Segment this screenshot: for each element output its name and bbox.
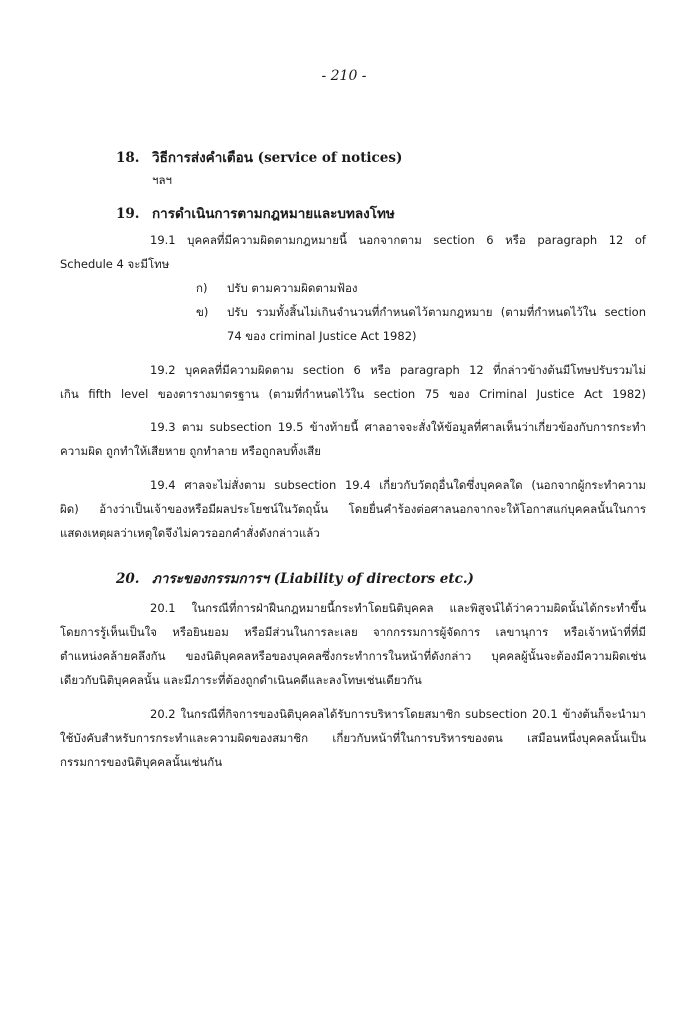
section-number: 20. <box>116 571 140 587</box>
text-line: 19.3 ตาม subsection 19.5 ข้างท้ายนี้ ศาลอาจจะสั่งให้ข้อมูลที่ศาลเห็นว่าเกี่ยวข้องกับการกระทำ <box>150 420 646 434</box>
text-line: 19.1 บุคคลที่มีความผิดตามกฎหมายนี้ นอกจากตาม section 6 หรือ paragraph 12 of <box>150 233 646 247</box>
text-line: 20.2 ในกรณีที่กิจการของนิติบุคคลได้รับการบริหารโดยสมาชิก subsection 20.1 ข้างต้นก็จะนำมา <box>150 707 646 721</box>
text-line: กรรมการของนิติบุคคลนั้นเช่นกัน <box>60 755 223 769</box>
text-line: ความผิด ถูกทำให้เสียหาย ถูกทำลาย หรือถูกลบทิ้งเสีย <box>60 444 322 458</box>
text-line: 19.2 บุคคลที่มีความผิดตาม section 6 หรือ paragraph 12 ที่กล่าวข้างต้นมีโทษปรับรวมไม่ <box>150 363 646 377</box>
list-item-text: 74 ของ criminal Justice Act 1982) <box>227 329 417 343</box>
text-line: แสดงเหตุผลว่าเหตุใดจึงไม่ควรออกคำสั่งดังกล่าวแล้ว <box>60 526 320 540</box>
text-line: 20.1 ในกรณีที่การฝ่าฝืนกฎหมายนี้กระทำโดยนิติบุคคล และพิสูจน์ได้ว่าความผิดนั้นได้กระทำขึ้น <box>150 601 646 615</box>
section-title: วิธีการส่งคำเตือน (service of notices) <box>152 150 403 166</box>
text-line: เดียวกับนิติบุคคลนั้น และมีภาระที่ต้องถูกดำเนินคดีและลงโทษเช่นเดียวกัน <box>60 673 422 687</box>
section-number: 18. <box>116 150 140 166</box>
section-18-body: ฯลฯ <box>152 173 172 187</box>
section-20-heading <box>116 567 474 589</box>
section-number: 19. <box>116 206 140 222</box>
section-19-heading <box>116 202 395 224</box>
section-18-heading <box>116 146 402 168</box>
text-line: Schedule 4 จะมีโทษ <box>60 257 170 271</box>
list-item-text: ปรับ รวมทั้งสิ้นไม่เกินจำนวนที่กำหนดไว้ตามกฎหมาย (ตามที่กำหนดไว้ใน section <box>227 305 646 319</box>
section-title: การดำเนินการตามกฎหมายและบทลงโทษ <box>152 206 395 222</box>
text-line: ตำแหน่งคล้ายคลึงกัน ของนิติบุคคลหรือของบุคคลซึ่งกระทำการในหน้าที่ดังกล่าว บุคคลผู้นั้นจะต้องมีความผิดเช่น <box>60 649 646 663</box>
text-line: ผิด) อ้างว่าเป็นเจ้าของหรือมีผลประโยชน์ในวัตถุนั้น โดยยื่นคำร้องต่อศาลนอกจากจะให้โอกาสแก่บุคคลนั้นในการ <box>60 502 646 516</box>
text-line: เกิน fifth level ของตารางมาตรฐาน (ตามที่กำหนดไว้ใน section 75 ของ Criminal Justice Act 1982) <box>60 387 646 401</box>
text-line: 19.4 ศาลจะไม่สั่งตาม subsection 19.4 เกี่ยวกับวัตถุอื่นใดซึ่งบุคคลใด (นอกจากผู้กระทำความ <box>150 478 646 492</box>
list-marker: ข) <box>196 305 209 319</box>
text-line: ใช้บังคับสำหรับการกระทำและความผิดของสมาชิก เกี่ยวกับหน้าที่ในการบริหารของตน เสมือนหนึ่งบุคคลนั้นเป็น <box>60 731 646 745</box>
text-line: โดยการรู้เห็นเป็นใจ หรือยินยอม หรือมีส่วนในการละเลย จากกรรมการผู้จัดการ เลขานุการ หรือเจ้าหน้าที่ที่มี <box>60 625 646 639</box>
page-number: - 210 - <box>321 68 367 84</box>
list-marker: ก) <box>196 281 208 295</box>
section-title: ภาระของกรรมการฯ (Liability of directors etc.) <box>152 571 474 587</box>
list-item-text: ปรับ ตามความผิดตามฟ้อง <box>227 281 358 295</box>
